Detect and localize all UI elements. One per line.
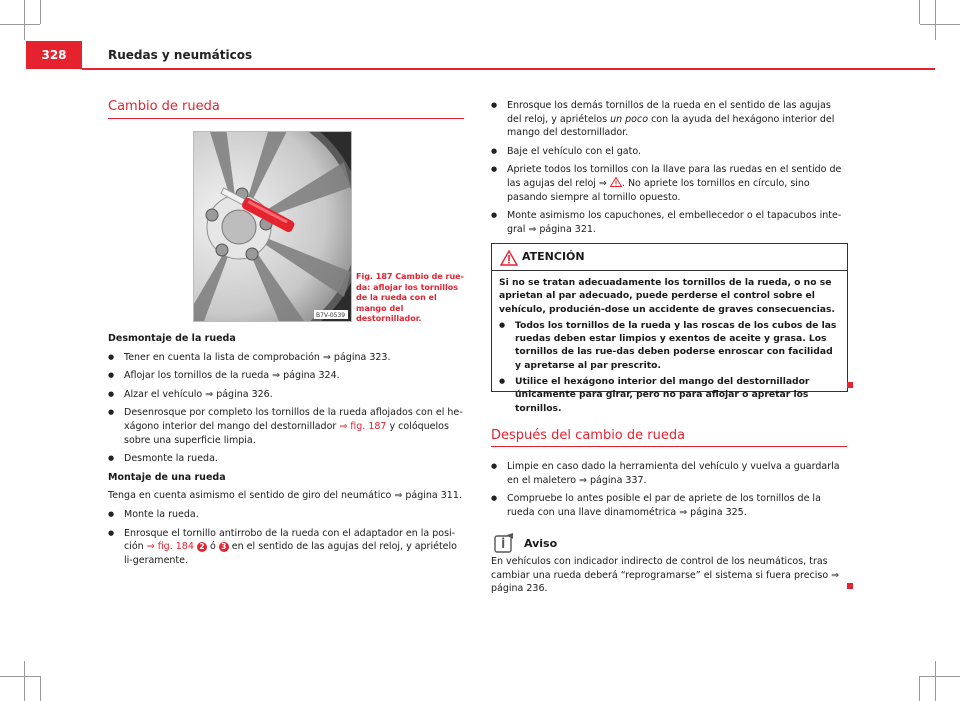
crop-mark xyxy=(920,676,960,677)
page-number: 328 xyxy=(26,41,82,69)
text: Enrosque el tornillo antirrobo de la rueda con el adaptador en la posi-ción xyxy=(124,527,456,553)
note-title: Aviso xyxy=(524,537,558,550)
list-item xyxy=(108,527,464,568)
text: en el sentido de las agujas del reloj, y apriételo li-geramente. xyxy=(124,541,457,566)
montaje-heading: Montaje de una rueda xyxy=(108,471,226,483)
list-item: ● Aflojar los tornillos de la rueda ⇒ página 324. xyxy=(108,369,464,383)
text: Desenrosque por completo los tornillos de la rueda aflojados con el he-xágono interior del mango del destornillador xyxy=(124,407,463,432)
end-marker xyxy=(847,382,853,388)
text: Enrosque los demás tornillos de la rueda en el sentido de las agujas del reloj, y apriételos xyxy=(507,100,831,125)
list-item: ● Alzar el vehículo ⇒ página 326. xyxy=(108,388,464,402)
section-title-cambio: Cambio de rueda xyxy=(108,99,220,114)
wheel-figure xyxy=(193,131,352,322)
position-badge: 3 xyxy=(219,542,229,552)
desmontaje-heading: Desmontaje de la rueda xyxy=(108,333,236,344)
list-item xyxy=(108,406,464,447)
left-column xyxy=(108,332,464,572)
crop-mark xyxy=(0,24,40,25)
list-item: ● Desmonte la rueda. xyxy=(108,452,464,466)
figure-link[interactable]: ⇒ fig. 184 xyxy=(146,541,194,553)
position-badge: 2 xyxy=(197,542,207,552)
montaje-intro: Tenga en cuenta asimismo el sentido de giro del neumático ⇒ página 311. xyxy=(108,490,462,502)
right-column xyxy=(491,99,847,241)
text: ó xyxy=(206,541,219,553)
crop-mark xyxy=(935,0,936,40)
section2-body xyxy=(491,460,847,524)
warning-body xyxy=(499,276,841,418)
section-title-despues: Después del cambio de rueda xyxy=(491,428,686,443)
warning-box xyxy=(491,243,848,414)
note-text: En vehículos con indicador indirecto de control de los neumáticos, tras cambiar una rueda deberá “reprogramarse” el sistema si fuera preciso ⇒ página 236. xyxy=(491,556,840,595)
section-rule xyxy=(491,446,847,447)
warning-icon xyxy=(610,177,622,187)
crop-mark xyxy=(919,676,920,701)
chapter-title: Ruedas y neumáticos xyxy=(108,48,253,62)
list-item xyxy=(491,99,847,140)
list-item: ● Compruebe lo antes posible el par de apriete de los tornillos de la rueda con una llave dinamométrica ⇒ página 325. xyxy=(491,492,847,519)
warning-paragraph: Si no se tratan adecuadamente los tornillos de la rueda, o no se aprietan al par adecuado, puede perderse el control sobre el vehículo, producién-dose un accidente de graves consecuencias. xyxy=(499,277,835,315)
warning-icon xyxy=(500,250,518,266)
emphasis: un poco xyxy=(610,113,649,125)
crop-mark xyxy=(920,24,960,25)
crop-mark xyxy=(24,661,25,701)
crop-mark xyxy=(24,0,25,40)
warning-title: ATENCIÓN xyxy=(522,250,585,263)
warning-item: ● Todos los tornillos de la rueda y las roscas de los cubos de las ruedas deben estar limpios y exentos de aceite y grasa. Los tornillos de las rue-das deben poderse enroscar con facilidad y apretarse al par prescrito. xyxy=(499,319,841,372)
note-body xyxy=(491,555,847,601)
figure-link[interactable]: ⇒ fig. 187 xyxy=(339,420,387,432)
crop-mark xyxy=(0,676,40,677)
crop-mark xyxy=(919,0,920,24)
section-rule xyxy=(108,118,464,119)
text: con la ayuda del hexágono interior del mango del destornillador. xyxy=(507,113,835,139)
end-marker xyxy=(847,583,853,589)
crop-mark xyxy=(40,676,41,701)
wheel-illustration xyxy=(194,132,351,321)
figure-code: B7V-0539 xyxy=(316,312,346,319)
list-item: ● Baje el vehículo con el gato. xyxy=(491,145,847,159)
list-item: ● Limpie en caso dado la herramienta del vehículo y vuelva a guardarla en el maletero ⇒ página 337. xyxy=(491,460,847,487)
crop-mark xyxy=(40,0,41,24)
figure-caption: Fig. 187 Cambio de rue-da: aflojar los tornillos de la rueda con el mango del destornillador. xyxy=(356,272,464,323)
text: . No apriete los tornillos en círculo, sino pasando siempre al tornillo opuesto. xyxy=(507,177,810,203)
list-item: ● Monte asimismo los capuchones, el embellecedor o el tapacubos inte-gral ⇒ página 321. xyxy=(491,209,847,236)
header-rule xyxy=(82,68,935,70)
crop-mark xyxy=(935,661,936,701)
text: y colóquelos sobre una superficie limpia. xyxy=(124,420,449,446)
list-item: ● Monte la rueda. xyxy=(108,508,464,522)
text: Apriete todos los tornillos con la llave para las ruedas en el sentido de las agujas del reloj ⇒ xyxy=(507,164,842,189)
list-item xyxy=(491,163,847,204)
info-icon xyxy=(493,533,515,553)
warning-rule xyxy=(492,270,847,271)
list-item: ● Tener en cuenta la lista de comprobación ⇒ página 323. xyxy=(108,351,464,365)
warning-item: ● Utilice el hexágono interior del mango del destornillador únicamente para girar, pero no para aflojar o apretar los tornillos. xyxy=(499,375,841,415)
